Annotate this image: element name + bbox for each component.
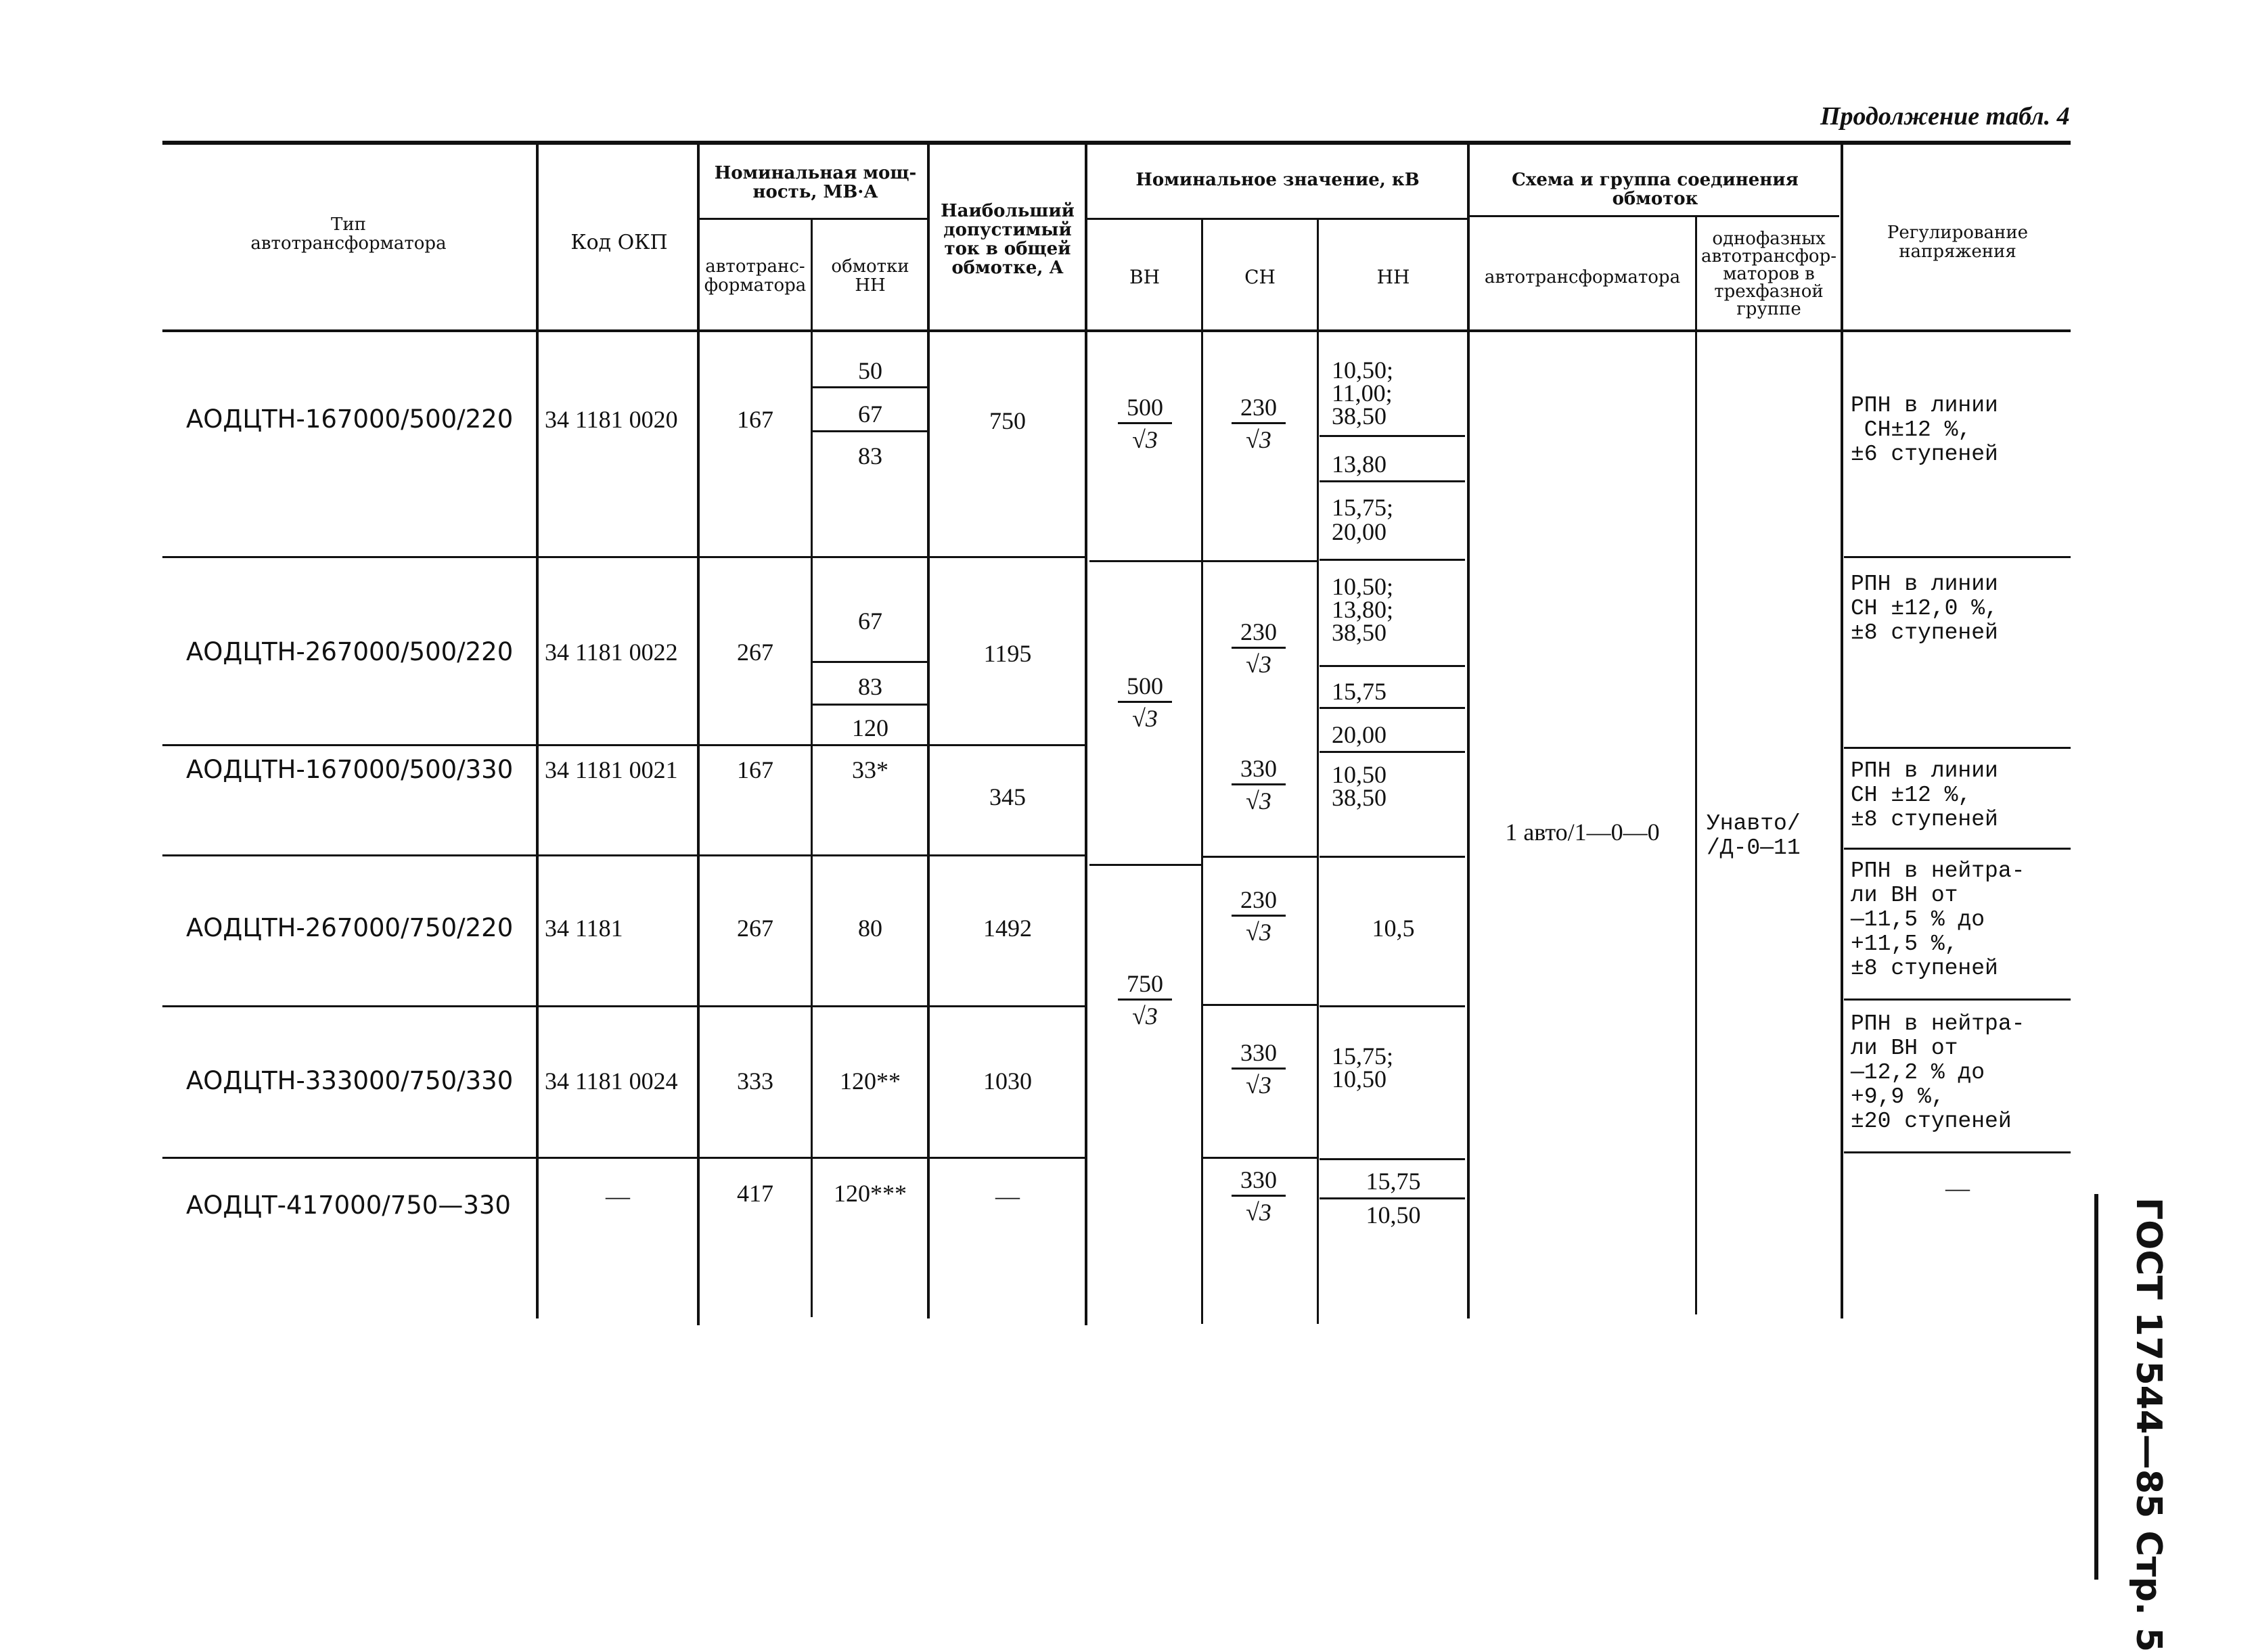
row4-sn-fraction [1232, 886, 1286, 945]
row-separator-5-reg [1844, 1151, 2071, 1153]
row3-nn-kv: 10,50 38,50 [1332, 761, 1387, 811]
fraction-bar [1232, 647, 1286, 649]
row4-current: 1492 [983, 915, 1032, 942]
scheme-single-value: Унавто/ /Д-0—11 [1707, 811, 1801, 861]
nn-kv-rule-1 [1320, 435, 1465, 437]
row-separator-1-reg [1844, 556, 2071, 558]
fraction-bar [1118, 701, 1172, 703]
row4-power: 267 [737, 915, 773, 942]
header-regulation: Регулирование напряжения [1887, 223, 2029, 262]
row-separator-3-nn [1320, 856, 1465, 858]
row3-sn-numerator: 330 [1240, 755, 1277, 782]
row4-sn-denominator: √3 [1246, 919, 1271, 946]
header-bottom-rule [162, 329, 2071, 332]
nn-kv-rule-4 [1320, 707, 1465, 709]
row5-sn-denominator: √3 [1246, 1072, 1271, 1099]
nn-power-rule-2 [812, 430, 928, 432]
fraction-bar [1232, 1195, 1286, 1197]
scheme-auto-value: 1 авто/1—0—0 [1505, 819, 1660, 846]
power-subheader-rule [698, 218, 928, 220]
header-nn: НН [1376, 266, 1410, 288]
row-separator-3-vn [1089, 864, 1201, 866]
row-separator-2-nn [1320, 751, 1465, 753]
header-power-group: Номинальная мощ- ность, МВ·А [714, 163, 917, 202]
standard-side-label: ГОСТ 17544—85 Стр. 5 [2128, 1197, 2169, 1652]
vn-750-numerator: 750 [1127, 970, 1163, 997]
row-separator-5-nn [1320, 1158, 1465, 1160]
fraction-bar [1232, 915, 1286, 917]
row5-sn-numerator: 330 [1240, 1039, 1277, 1066]
row-separator-3 [162, 854, 1086, 856]
row2-nn-power-a: 67 [858, 607, 882, 635]
row-separator-2 [162, 744, 1086, 746]
fraction-bar [1232, 422, 1286, 424]
row2-sn-denominator: √3 [1246, 651, 1271, 678]
row1-sn-fraction [1232, 394, 1286, 453]
row1-vn-fraction [1118, 394, 1172, 453]
header-nominal-group: Номинальное значение, кВ [1135, 170, 1420, 190]
row1-nn-power-b: 67 [858, 400, 882, 428]
row-separator-1-vn [1089, 560, 1201, 562]
row1-nn-power-a: 50 [858, 357, 882, 384]
header-power-auto: автотранс- форматора [704, 256, 807, 296]
nn-kv-rule-2 [1320, 480, 1465, 482]
row2-nn-kv-a: 10,50; 13,80; 38,50 [1332, 573, 1394, 646]
header-okp: Код ОКП [570, 231, 668, 254]
row2-power: 267 [737, 639, 773, 666]
header-scheme-single: однофазных автотрансфор- маторов в трехфазной группе [1700, 229, 1837, 319]
row3-sn-fraction [1232, 755, 1286, 814]
nn-kv-rule-5 [1320, 1197, 1465, 1199]
row4-nn-kv: 10,5 [1372, 915, 1415, 942]
row3-power: 167 [737, 756, 773, 783]
row2-sn-fraction [1232, 618, 1286, 677]
row1-vn-numerator: 500 [1127, 394, 1163, 421]
row-separator-1-sn [1203, 560, 1318, 562]
header-scheme-auto: автотрансформатора [1484, 267, 1681, 288]
scheme-subheader-rule [1468, 215, 1839, 217]
row1-type: АОДЦТН-167000/500/220 [186, 405, 514, 434]
fraction-bar [1232, 783, 1286, 785]
fraction-bar [1232, 1068, 1286, 1070]
row5-type: АОДЦТН-333000/750/330 [186, 1066, 514, 1095]
row1-nn-kv-b: 13,80 [1332, 451, 1387, 478]
vn-500-fraction [1118, 672, 1172, 731]
row1-power: 167 [737, 406, 773, 433]
row-separator-4-reg [1844, 999, 2071, 1001]
nn-kv-rule-3 [1320, 665, 1465, 667]
row6-sn-denominator: √3 [1246, 1199, 1271, 1226]
row-separator-5-sn [1203, 1157, 1318, 1159]
col-rule-scheme-single [1695, 215, 1697, 1314]
row-separator-3-sn [1203, 856, 1318, 858]
header-vn: ВН [1129, 266, 1160, 288]
row5-current: 1030 [983, 1068, 1032, 1095]
row6-nn-kv-a: 15,75 [1366, 1168, 1421, 1195]
row6-regulation: — [1945, 1174, 1970, 1201]
fraction-bar [1118, 999, 1172, 1001]
row1-okp: 34 1181 0020 [545, 406, 678, 433]
nn-power-rule-3 [812, 661, 928, 663]
row5-regulation: РПН в нейтра- ли ВН от —12,2 % до +9,9 %, ±20 ступеней [1851, 1011, 2025, 1134]
row5-power: 333 [737, 1068, 773, 1095]
row6-sn-fraction [1232, 1166, 1286, 1225]
row1-sn-numerator: 230 [1240, 394, 1277, 421]
row6-current: — [995, 1183, 1020, 1210]
table-top-rule [162, 141, 2071, 145]
header-sn: СН [1244, 266, 1276, 288]
row-separator-4-nn [1320, 1005, 1465, 1007]
col-rule-regulation [1841, 145, 1843, 1318]
row5-okp: 34 1181 0024 [545, 1068, 678, 1095]
row5-sn-fraction [1232, 1039, 1286, 1098]
row1-nn-kv-a: 10,50; 11,00; 38,50 [1332, 357, 1394, 430]
row1-current: 750 [989, 407, 1026, 434]
row6-okp: — [606, 1183, 630, 1210]
row-separator-4-sn [1203, 1004, 1318, 1006]
row-separator-4 [162, 1005, 1086, 1007]
col-rule-nominal [1085, 145, 1087, 1325]
row1-nn-kv-c: 15,75; 20,00 [1332, 494, 1394, 545]
col-rule-current [927, 145, 930, 1318]
col-rule-scheme [1467, 145, 1470, 1318]
row2-nn-kv-c: 20,00 [1332, 721, 1387, 748]
row6-nn-kv-b: 10,50 [1366, 1201, 1421, 1229]
row5-nn-kv: 15,75; 10,50 [1332, 1042, 1394, 1093]
vn-750-denominator: √3 [1132, 1003, 1158, 1030]
vn-500-numerator: 500 [1127, 672, 1163, 699]
row4-sn-numerator: 230 [1240, 886, 1277, 913]
row2-regulation: РПН в линии СН ±12,0 %, ±8 ступеней [1851, 572, 1998, 645]
row1-vn-denominator: √3 [1132, 426, 1158, 453]
row4-regulation: РПН в нейтра- ли ВН от —11,5 % до +11,5 %, ±8 ступеней [1851, 858, 2025, 981]
row-separator-5 [162, 1157, 1086, 1159]
nominal-subheader-rule [1086, 218, 1468, 220]
vn-750-fraction [1118, 970, 1172, 1029]
nn-power-rule-1 [812, 386, 928, 388]
row4-type: АОДЦТН-267000/750/220 [186, 913, 514, 942]
row1-regulation: РПН в линии СН±12 %, ±6 ступеней [1851, 393, 1998, 467]
nn-power-rule-4 [812, 704, 928, 706]
row2-sn-numerator: 230 [1240, 618, 1277, 645]
row-separator-1-nn [1320, 559, 1465, 561]
row-separator-3-reg [1844, 848, 2071, 850]
col-rule-sn [1201, 218, 1203, 1324]
header-power-nn: обмотки НН [831, 256, 909, 296]
col-rule-power-nn [811, 218, 813, 1317]
row3-sn-denominator: √3 [1246, 787, 1271, 814]
row6-sn-numerator: 330 [1240, 1166, 1277, 1193]
row3-okp: 34 1181 0021 [545, 756, 678, 783]
fraction-bar [1118, 422, 1172, 424]
row4-nn-power: 80 [858, 915, 882, 942]
row-separator-2-reg [1844, 747, 2071, 749]
row1-sn-denominator: √3 [1246, 426, 1271, 453]
row3-current: 345 [989, 783, 1026, 810]
row4-okp: 34 1181 [545, 915, 623, 942]
table-caption: Продолжение табл. 4 [1820, 102, 2070, 131]
row3-type: АОДЦТН-167000/500/330 [186, 755, 514, 784]
side-label-rule [2094, 1194, 2098, 1580]
col-rule-nn [1317, 218, 1319, 1324]
row6-nn-power: 120*** [834, 1180, 907, 1207]
vn-500-denominator: √3 [1132, 705, 1158, 732]
row6-type: АОДЦТ-417000/750—330 [186, 1191, 511, 1220]
row3-nn-power: 33* [852, 756, 888, 783]
header-current: Наибольший допустимый ток в общей обмотке, А [941, 201, 1075, 278]
row2-nn-kv-b: 15,75 [1332, 678, 1387, 705]
header-type: Тип автотрансформатора [250, 214, 447, 254]
row2-nn-power-c: 120 [852, 714, 888, 741]
row-separator-1 [162, 556, 1086, 558]
row1-nn-power-c: 83 [858, 442, 882, 469]
row2-okp: 34 1181 0022 [545, 639, 678, 666]
row3-regulation: РПН в линии СН ±12 %, ±8 ступеней [1851, 758, 1998, 832]
row2-current: 1195 [983, 640, 1032, 667]
row2-type: АОДЦТН-267000/500/220 [186, 637, 514, 666]
col-rule-power [697, 145, 700, 1325]
header-scheme-group: Схема и группа соединения обмоток [1512, 170, 1799, 209]
row6-power: 417 [737, 1180, 773, 1207]
row5-nn-power: 120** [840, 1068, 901, 1095]
col-rule-okp [536, 145, 539, 1318]
row2-nn-power-b: 83 [858, 673, 882, 700]
